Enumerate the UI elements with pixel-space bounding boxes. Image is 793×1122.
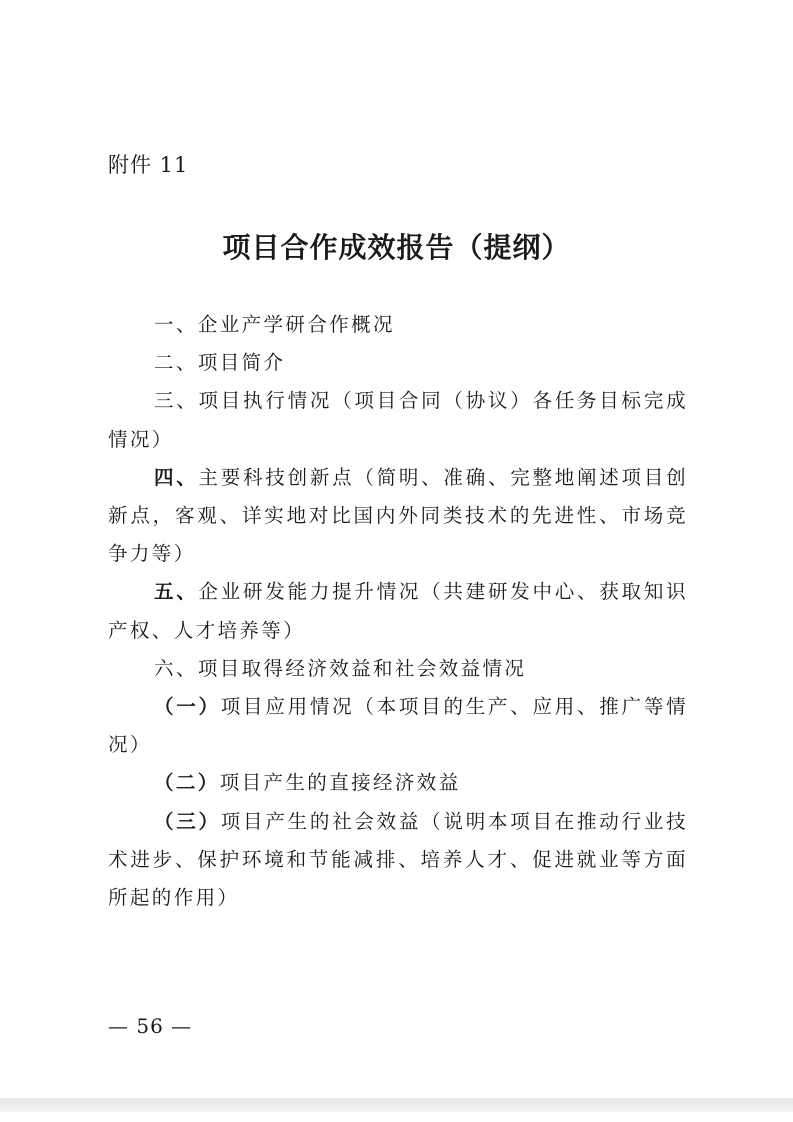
outline-subitem-2 [108,764,688,802]
outline-text: 项目产生的社会效益（说明本项目在推动行业技术进步、保护环境和节能减排、培养人才、促进就业等方面所起的作用） [108,809,688,910]
outline-item-6 [108,650,688,688]
outline-number: 一、 [154,313,198,336]
outline-item-1 [108,306,688,344]
outline-list [108,306,688,917]
outline-item-5 [108,573,688,649]
outline-number: 四、 [154,465,199,489]
outline-text: 主要科技创新点（简明、准确、完整地阐述项目创新点，客观、详实地对比国内外同类技术的先进性、市场竞争力等） [108,465,688,566]
document-title: 项目合作成效报告（提纲） [222,231,571,264]
outline-text: 企业产学研合作概况 [197,313,395,336]
outline-text: 项目简介 [197,351,286,375]
outline-number: 三、 [154,389,199,413]
outline-text: 企业研发能力提升情况（共建研发中心、获取知识产权、人才培养等） [108,580,688,642]
outline-number: （一） [154,695,221,719]
outline-item-2 [108,344,688,382]
attachment-label: 附件 11 [108,153,189,177]
scan-bottom-edge [0,1098,793,1112]
outline-item-3 [108,382,688,458]
outline-item-4 [108,459,688,574]
outline-number: 五、 [154,580,199,604]
outline-text: 项目取得经济效益和社会效益情况 [197,656,527,680]
outline-subitem-1 [108,688,688,764]
outline-text: 项目执行情况（项目合同（协议）各任务目标完成情况） [108,389,688,451]
outline-number: 二、 [154,351,198,375]
outline-text: 项目产生的直接经济效益 [219,771,461,795]
outline-number: 六、 [154,656,198,680]
page-number: — 56 — [108,1014,193,1038]
outline-text: 项目应用情况（本项目的生产、应用、推广等情况） [108,695,688,757]
outline-number: （二） [154,771,220,795]
outline-number: （三） [154,809,221,833]
outline-subitem-3 [108,803,688,918]
